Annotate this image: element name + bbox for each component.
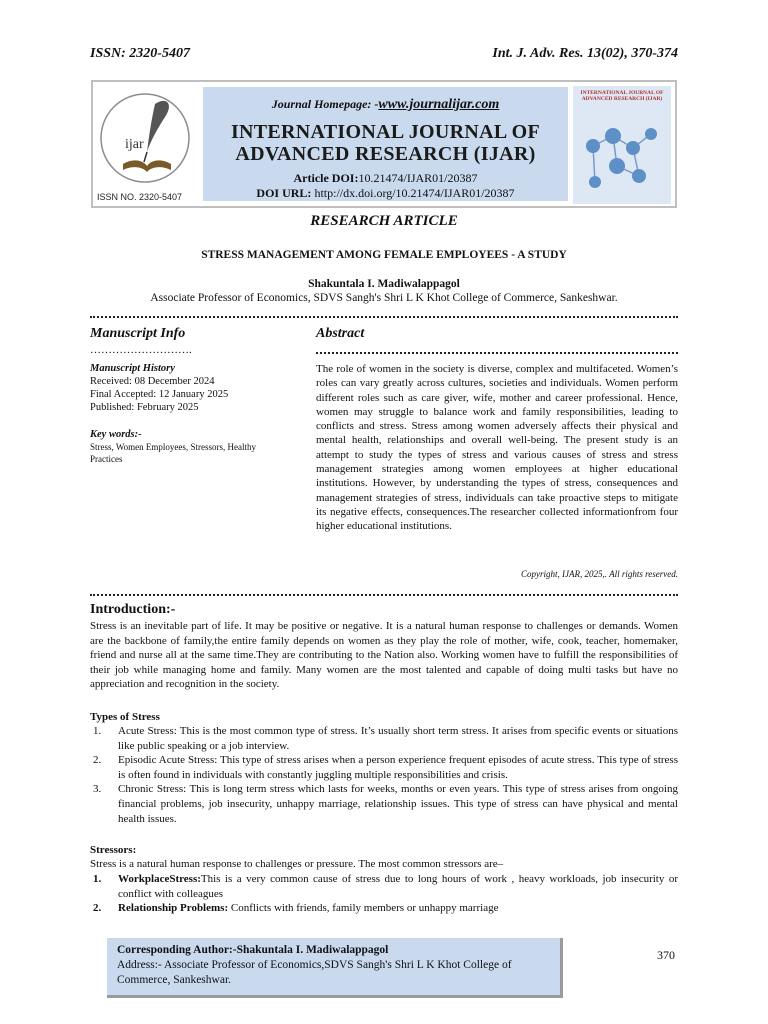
- manuscript-info-heading: Manuscript Info: [90, 326, 186, 341]
- article-doi-label: Article DOI:: [293, 171, 359, 185]
- journal-cover-image: [573, 86, 671, 204]
- journal-title-line1: INTERNATIONAL JOURNAL OF: [230, 121, 541, 143]
- cover-title: INTERNATIONAL JOURNAL OF ADVANCED RESEARCH (IJAR): [580, 90, 664, 102]
- corresponding-author-box: [107, 938, 563, 998]
- banner-center: [203, 87, 568, 201]
- journal-banner: [91, 80, 677, 208]
- issn-label: ISSN: 2320-5407: [90, 46, 190, 61]
- divider: [90, 594, 678, 596]
- copyright-notice: Copyright, IJAR, 2025,. All rights reserved.: [521, 569, 678, 579]
- keywords: Stress, Women Employees, Stressors, Healthy Practices: [90, 442, 256, 464]
- list-item: 3. Chronic Stress: This is long term stress which lasts for weeks, months or even years. This type of stress arises from ongoing financial problems, job insecurity, unhappy marriage, relationship issues. This type of stress can have physical and mental health issues.: [93, 783, 678, 825]
- article-type: RESEARCH ARTICLE: [310, 213, 458, 229]
- list-item: 2. Episodic Acute Stress: This type of stress arises when a person experience frequent episodes of acute stress. This type of stress is often found in individuals with constantly juggling multiple responsibilities and crisis.: [93, 754, 678, 781]
- keywords-label: Key words:-: [90, 429, 142, 440]
- doi-url-link[interactable]: http://dx.doi.org/10.21474/IJAR01/20387: [314, 186, 515, 200]
- list-item: 1. WorkplaceStress:This is a very common cause of stress due to long hours of work , heavy workloads, job insecurity or conflict with colleagues: [93, 873, 678, 900]
- logo-wordmark: ijar: [125, 137, 144, 152]
- doi-url-label: DOI URL:: [256, 186, 312, 200]
- accepted-date: Final Accepted: 12 January 2025: [90, 389, 229, 400]
- page-number: 370: [657, 948, 675, 962]
- homepage-label: Journal Homepage: -: [271, 97, 379, 111]
- abstract-divider: [316, 352, 678, 354]
- corresponding-author: Corresponding Author:-Shakuntala I. Madiwalappagol: [117, 944, 389, 956]
- journal-title-line2: ADVANCED RESEARCH (IJAR): [235, 143, 536, 165]
- corresponding-address: Address:- Associate Professor of Economics,SDVS Sangh's Shri L K Khot College of Commerce, Sankeshwar.: [117, 959, 512, 986]
- journal-homepage: [203, 97, 568, 113]
- author-affiliation: Associate Professor of Economics, SDVS Sangh's Shri L K Khot College of Commerce, Sankeshwar.: [150, 292, 618, 304]
- received-date: Received: 08 December 2024: [90, 376, 215, 387]
- stressors-intro: Stress is a natural human response to challenges or pressure. The most common stressors are–: [90, 858, 504, 870]
- types-list: [90, 724, 678, 826]
- divider: [90, 316, 678, 318]
- logo-issn: ISSN NO. 2320-5407: [97, 192, 183, 202]
- manuscript-history: [90, 362, 290, 414]
- doi-block: [203, 171, 568, 201]
- stressors-heading: Stressors:: [90, 844, 137, 856]
- types-heading: Types of Stress: [90, 711, 160, 723]
- abstract-heading: Abstract: [316, 326, 365, 341]
- manuscript-dots: ……………………….: [90, 344, 192, 356]
- introduction-text: Stress is an inevitable part of life. It may be positive or negative. It is a natural human response to challenges or demands. Women are the backbone of family,the entire family depends on women as they play the role of mother, wife, cook, teacher, homemaker, friend and nurse all at the same time.They are contributing to the Nation also. Working women have to fulfill the responsibilities of their job while managing home and family. Many women are the most talented and capable of doing multi tasks but have no appreciation and recognition in the society.: [90, 620, 678, 691]
- stressors-list: [90, 872, 678, 916]
- abstract-text: The role of women in the society is diverse, complex and multifaceted. Women’s roles can vary greatly across cultures, societies and individuals. Women perform different roles such as care giver, wife, mother and career professional. Hence, women may struggle to balance work and family responsibilities, leading to conflicts and stress. Stress among women adversely affects their physical and mental health, relationships and overall well-being. The present study is an attempt to study the types of stress and various causes of stress and stress management strategies among women employees at higher educational institutions. However, by understanding the types of stress, consequences and management strategies of stress, individuals can take proactive steps to mitigate its negative effects, consequences.The researcher collected informationfrom four higher educational institutions.: [316, 363, 678, 533]
- history-label: Manuscript History: [90, 363, 175, 374]
- introduction-heading: Introduction:-: [90, 602, 176, 617]
- author-name: Shakuntala I. Madiwalappagol: [308, 278, 460, 290]
- journal-title: [203, 121, 568, 165]
- published-date: Published: February 2025: [90, 402, 199, 413]
- citation-label: Int. J. Adv. Res. 13(02), 370-374: [492, 46, 678, 61]
- paper-title: STRESS MANAGEMENT AMONG FEMALE EMPLOYEES - A STUDY: [201, 249, 567, 261]
- list-item: 1. Acute Stress: This is the most common type of stress. It’s usually short term stress. It arises from specific events or situations like public speaking or a job interview.: [93, 725, 678, 752]
- article-doi: 10.21474/IJAR01/20387: [358, 171, 478, 185]
- list-item: 2. Relationship Problems: Conflicts with friends, family members or unhappy marriage: [93, 902, 499, 915]
- homepage-link[interactable]: www.journalijar.com: [378, 97, 500, 112]
- ijar-logo: [97, 86, 197, 204]
